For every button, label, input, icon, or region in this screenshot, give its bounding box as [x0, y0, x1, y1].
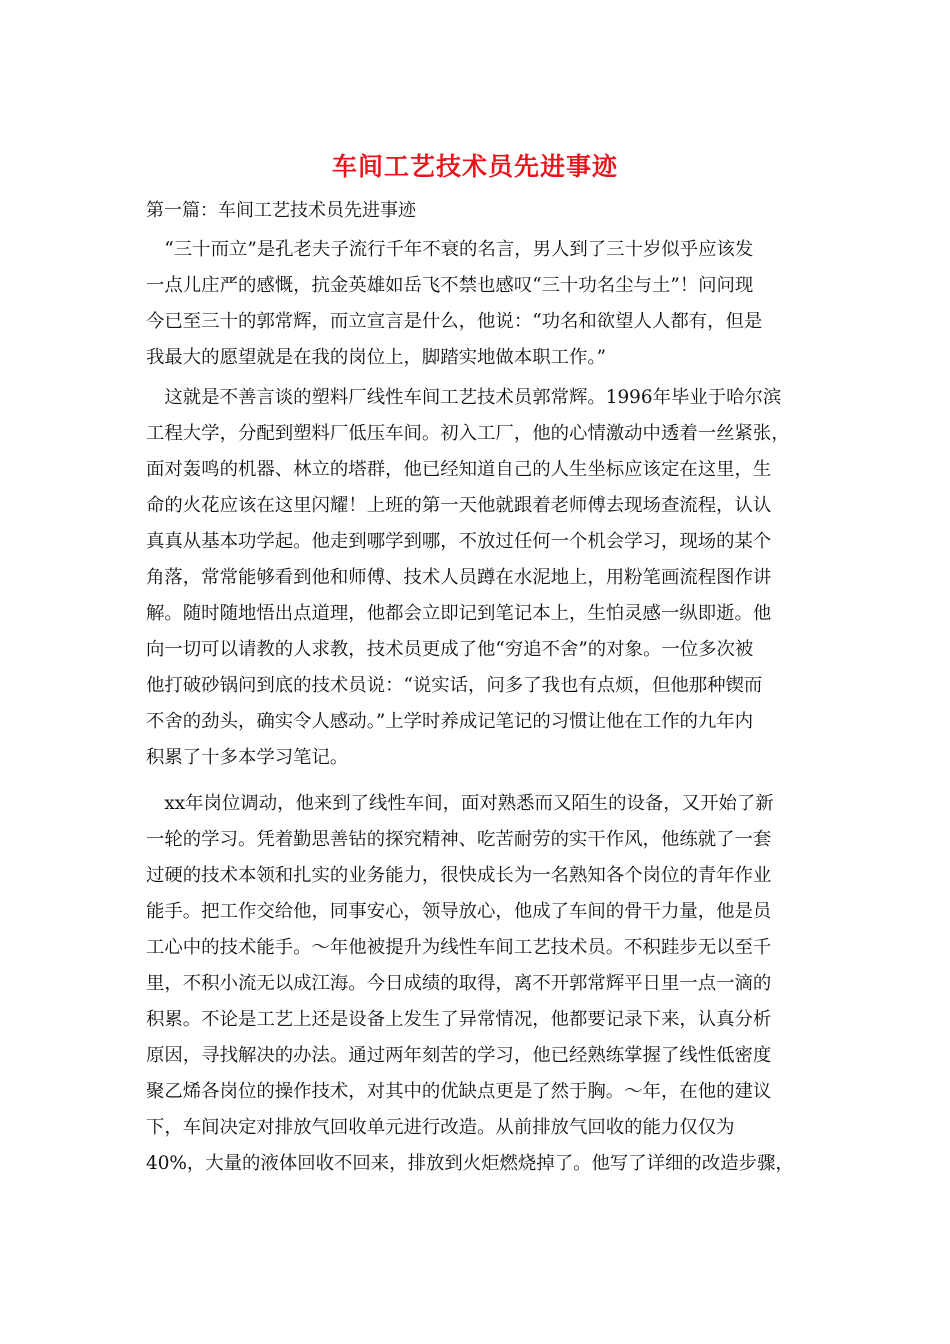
- text-line: 聚乙烯各岗位的操作技术，对其中的优缺点更是了然于胸。～年，在他的建议: [146, 1081, 772, 1102]
- document-body: [146, 232, 816, 1182]
- text-line: xx年岗位调动，他来到了线性车间，面对熟悉而又陌生的设备，又开始了新: [146, 793, 774, 814]
- text-line: 解。随时随地悟出点道理，他都会立即记到笔记本上，生怕灵感一纵即逝。他: [146, 603, 772, 624]
- text-line: 40%，大量的液体回收不回来，排放到火炬燃烧掉了。他写了详细的改造步骤，: [146, 1153, 794, 1174]
- text-line: 今已至三十的郭常辉，而立宣言是什么，他说：“功名和欲望人人都有，但是: [146, 311, 763, 332]
- text-line: 积累。不论是工艺上还是设备上发生了异常情况，他都要记录下来，认真分析: [146, 1009, 772, 1030]
- text-line: 他打破砂锅问到底的技术员说：“说实话，问多了我也有点烦，但他那种锲而: [146, 675, 763, 696]
- text-line: 下，车间决定对排放气回收单元进行改造。从前排放气回收的能力仅仅为: [146, 1117, 735, 1138]
- text-line: 向一切可以请教的人求教，技术员更成了他“穷追不舍”的对象。一位多次被: [146, 639, 754, 660]
- text-line: 面对轰鸣的机器、林立的塔群，他已经知道自己的人生坐标应该定在这里，生: [146, 459, 772, 480]
- text-line: 一点儿庄严的感慨，抗金英雄如岳飞不禁也感叹“三十功名尘与土”！问问现: [146, 275, 754, 296]
- text-line: 工程大学，分配到塑料厂低压车间。初入工厂，他的心情激动中透着一丝紧张，: [146, 423, 790, 444]
- text-line: 角落，常常能够看到他和师傅、技术人员蹲在水泥地上，用粉笔画流程图作讲: [146, 567, 772, 588]
- text-line: 我最大的愿望就是在我的岗位上，脚踏实地做本职工作。”: [146, 347, 606, 368]
- text-line: 过硬的技术本领和扎实的业务能力，很快成长为一名熟知各个岗位的青年作业: [146, 865, 772, 886]
- text-line: 原因，寻找解决的办法。通过两年刻苦的学习，他已经熟练掌握了线性低密度: [146, 1045, 772, 1066]
- text-line: 能手。把工作交给他，同事安心，领导放心，他成了车间的骨干力量，他是员: [146, 901, 772, 922]
- text-line: 不舍的劲头，确实令人感动。”上学时养成记笔记的习惯让他在工作的九年内: [146, 711, 754, 732]
- text-line: “三十而立”是孔老夫子流行千年不衰的名言，男人到了三十岁似乎应该发: [146, 239, 754, 260]
- text-line: 里，不积小流无以成江海。今日成绩的取得，离不开郭常辉平日里一点一滴的: [146, 973, 772, 994]
- text-line: 一轮的学习。凭着勤思善钻的探究精神、吃苦耐劳的实干作风，他练就了一套: [146, 829, 772, 850]
- text-line: 这就是不善言谈的塑料厂线性车间工艺技术员郭常辉。1996年毕业于哈尔滨: [146, 387, 782, 408]
- text-line: 真真从基本功学起。他走到哪学到哪，不放过任何一个机会学习，现场的某个: [146, 531, 772, 552]
- section-heading: 第一篇：车间工艺技术员先进事迹: [146, 200, 416, 221]
- text-line: 命的火花应该在这里闪耀！上班的第一天他就跟着老师傅去现场查流程，认认: [146, 495, 772, 516]
- text-line: 工心中的技术能手。～年他被提升为线性车间工艺技术员。不积跬步无以至千: [146, 937, 772, 958]
- document-title: 车间工艺技术员先进事迹: [331, 152, 618, 181]
- text-line: 积累了十多本学习笔记。: [146, 747, 349, 768]
